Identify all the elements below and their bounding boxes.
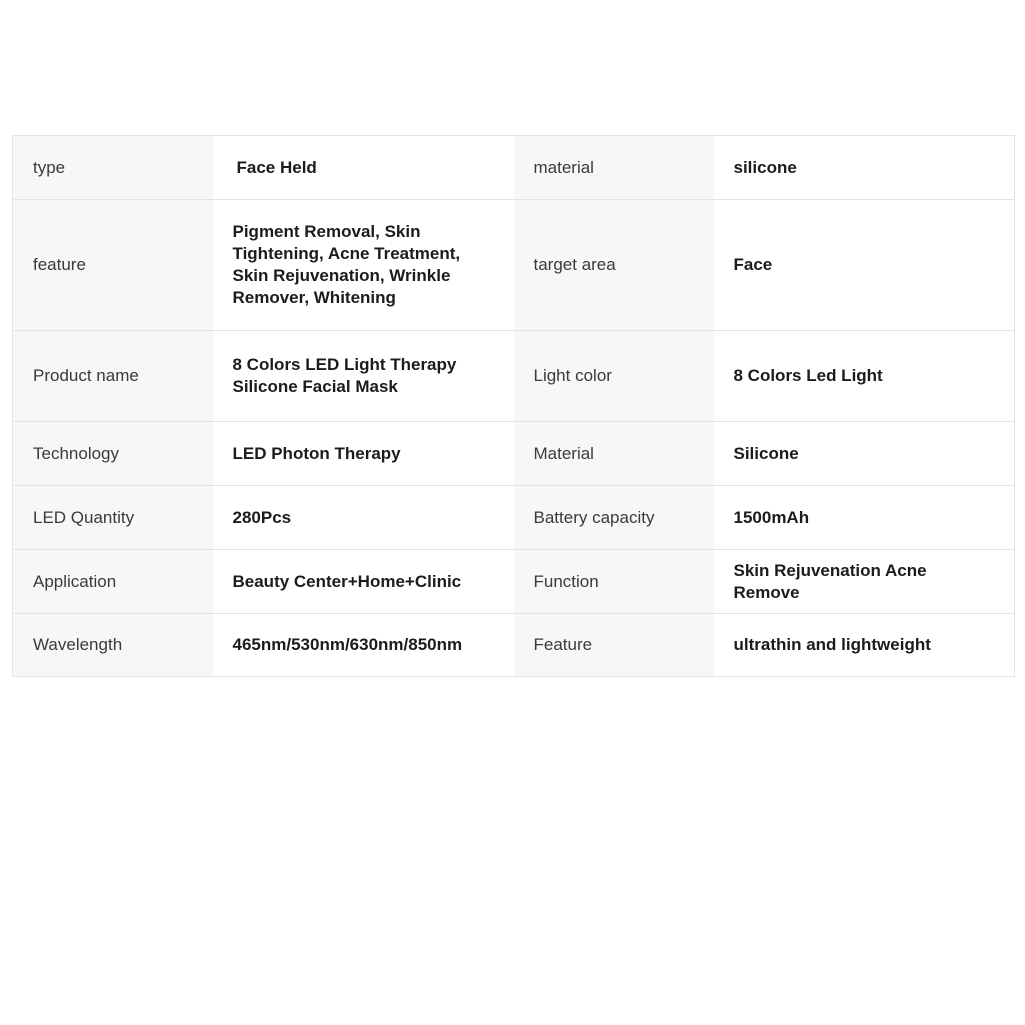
spec-value: ultrathin and lightweight [714, 614, 1015, 677]
spec-value: silicone [714, 136, 1015, 200]
table-row [13, 550, 1015, 614]
spec-value: Pigment Removal, Skin Tightening, Acne Treatment, Skin Rejuvenation, Wrinkle Remover, Whitening [213, 200, 514, 331]
spec-value: Beauty Center+Home+Clinic [213, 550, 514, 614]
table-row [13, 614, 1015, 677]
spec-label: Technology [13, 422, 213, 486]
spec-label: feature [13, 200, 213, 331]
spec-value: 8 Colors Led Light [714, 331, 1015, 422]
spec-label: Wavelength [13, 614, 213, 677]
spec-label: Light color [514, 331, 714, 422]
spec-value: 280Pcs [213, 486, 514, 550]
spec-value: 8 Colors LED Light Therapy Silicone Facial Mask [213, 331, 514, 422]
spec-label: Product name [13, 331, 213, 422]
spec-label: material [514, 136, 714, 200]
spec-label: Function [514, 550, 714, 614]
spec-value: Silicone [714, 422, 1015, 486]
spec-label: type [13, 136, 213, 200]
spec-label: Application [13, 550, 213, 614]
table-row [13, 486, 1015, 550]
table-row [13, 136, 1015, 200]
table-row [13, 422, 1015, 486]
product-spec-table [12, 135, 1015, 677]
spec-value: Skin Rejuvenation Acne Remove [714, 550, 1015, 614]
spec-label: Material [514, 422, 714, 486]
table-row [13, 331, 1015, 422]
spec-value: LED Photon Therapy [213, 422, 514, 486]
table-row [13, 200, 1015, 331]
spec-label: LED Quantity [13, 486, 213, 550]
spec-label: Feature [514, 614, 714, 677]
spec-label: target area [514, 200, 714, 331]
spec-value: Face [714, 200, 1015, 331]
spec-label: Battery capacity [514, 486, 714, 550]
spec-value: 1500mAh [714, 486, 1015, 550]
spec-value: 465nm/530nm/630nm/850nm [213, 614, 514, 677]
spec-value: Face Held [213, 136, 514, 200]
